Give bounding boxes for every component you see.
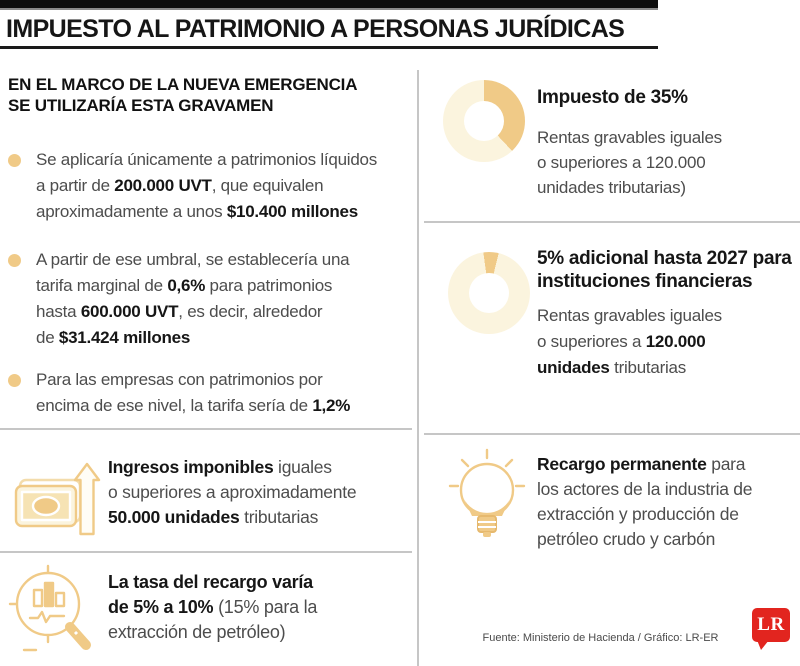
- divider: [424, 433, 800, 435]
- bullet-dot-icon: [8, 154, 21, 167]
- bullet-dot-icon: [8, 254, 21, 267]
- bullet-item: [8, 367, 400, 419]
- intro-heading: [8, 74, 357, 116]
- lr-logo-tail: [757, 640, 769, 658]
- bullet-text: A partir de ese umbral, se establecería una tarifa marginal de 0,6% para patrimonios hasta 600.000 UVT, es decir, alrededor de $31.424 millones: [36, 250, 350, 347]
- section-body: Rentas gravables iguales o superiores a 120.000 unidades tributarias): [537, 128, 722, 197]
- bullet-item: [8, 247, 400, 351]
- bullet-item: [8, 147, 400, 225]
- lightbulb-icon: [440, 446, 534, 553]
- page-title: IMPUESTO AL PATRIMONIO A PERSONAS JURÍDICAS: [6, 15, 625, 43]
- section-heading: 5% adicional hasta 2027 para instituciones financieras: [537, 248, 792, 292]
- donut-chart-icon: [448, 252, 530, 334]
- intro-heading-line1: EN EL MARCO DE LA NUEVA EMERGENCIA: [8, 75, 358, 94]
- magnifier-chart-icon: [6, 560, 100, 666]
- bullet-dot-icon: [8, 374, 21, 387]
- source-credit: Fuente: Ministerio de Hacienda / Gráfico: LR-ER: [482, 632, 719, 644]
- divider: [424, 221, 800, 223]
- card-text: Ingresos imponibles iguales o superiores a aproximadamente 50.000 unidades tributarias: [108, 457, 357, 527]
- section-body: Rentas gravables iguales o superiores a 120.000 unidades tributarias: [537, 306, 722, 377]
- section-heading: Impuesto de 35%: [537, 87, 688, 108]
- money-arrow-icon: [10, 450, 102, 553]
- section-body: Recargo permanente para los actores de la industria de extracción y producción de petróleo crudo y carbón: [537, 454, 753, 549]
- donut-chart-icon: [443, 80, 525, 162]
- divider: [0, 551, 412, 553]
- column-divider: [417, 70, 419, 666]
- top-black-bar: [0, 0, 658, 10]
- title-underline: [0, 46, 658, 49]
- lr-logo-text: LR: [752, 608, 790, 642]
- lr-logo: [752, 608, 792, 652]
- bullet-text: Para las empresas con patrimonios por encima de ese nivel, la tarifa sería de 1,2%: [36, 370, 351, 415]
- intro-heading-line2: SE UTILIZARÍA ESTA GRAVAMEN: [8, 96, 274, 115]
- card-text: La tasa del recargo varía de 5% a 10% (15% para la extracción de petróleo): [108, 572, 318, 642]
- bullet-text: Se aplicaría únicamente a patrimonios líquidos a partir de 200.000 UVT, que equivalen aproximadamente a unos $10.400 millones: [36, 150, 377, 221]
- divider: [0, 428, 412, 430]
